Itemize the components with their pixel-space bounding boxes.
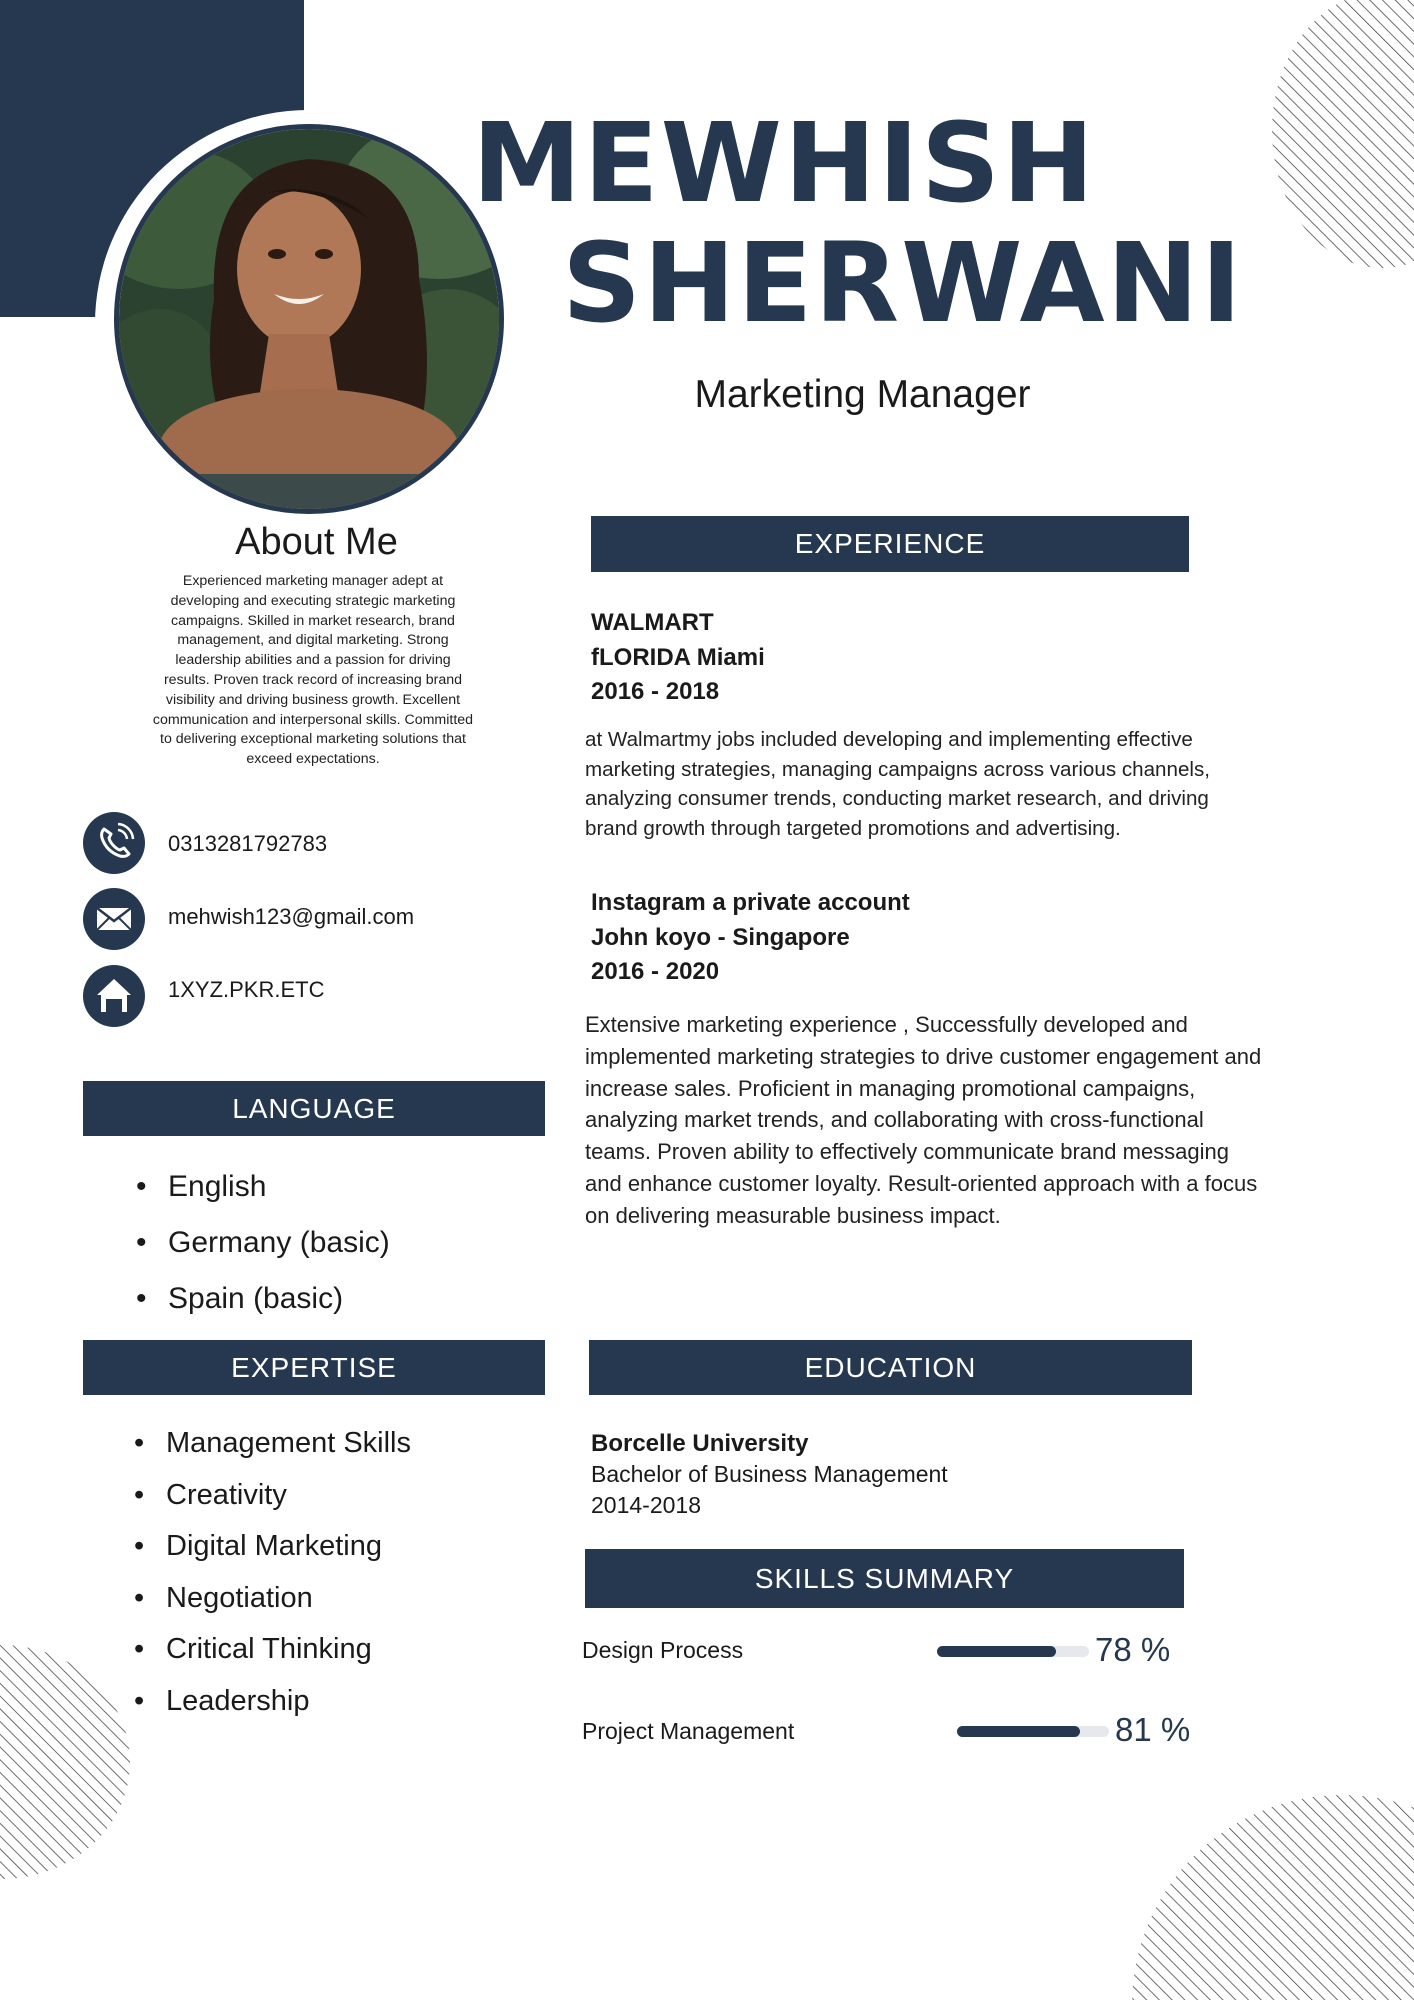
expertise-list — [166, 1421, 411, 1731]
skill-label: Design Process — [582, 1637, 744, 1663]
language-header — [83, 1081, 545, 1136]
hatch-circle-top-right — [1272, 0, 1414, 268]
job-company: Instagram a private account — [591, 889, 910, 916]
list-item: • English — [168, 1163, 390, 1219]
job-1-header — [591, 606, 765, 710]
list-item: • Creativity — [166, 1473, 411, 1525]
job-2-description: Extensive marketing experience , Successfully developed and implemented marketing strategies to drive customer engagement and increase sales. Proficient in managing promotional campaigns, analyzing market trends, and collaborating with cross-functional teams. Proven ability to effectively communicate brand messaging and enhance customer loyalty. Result-oriented approach with a focus on delivering measurable business impact. — [585, 1012, 1262, 1228]
skill-percent: 78 % — [1095, 1631, 1171, 1668]
list-item: • Negotiation — [166, 1576, 411, 1628]
about-title: About Me — [235, 521, 398, 563]
experience-title: EXPERIENCE — [794, 528, 986, 559]
education-title: EDUCATION — [804, 1352, 977, 1383]
profile-photo — [114, 124, 504, 514]
about-text: Experienced marketing manager adept at developing and executing strategic marketing campaigns. Skilled in market research, brand management, and digital marketing. Strong leadership abilities and a passion for driving results. Proven track record of increasing brand visibility and driving business growth. Excellent communication and interpersonal skills. Committed to delivering exceptional marketing solutions that exceed expectations. — [152, 573, 474, 768]
job-2-header — [591, 886, 910, 990]
language-title: LANGUAGE — [232, 1093, 396, 1124]
phone-icon — [83, 812, 145, 874]
education-header — [589, 1340, 1192, 1395]
education-degree: Bachelor of Business Management — [591, 1461, 948, 1487]
home-icon — [83, 965, 145, 1027]
list-item: • Critical Thinking — [166, 1627, 411, 1679]
hatch-circle-left — [0, 1645, 130, 1879]
last-name: SHERWANI — [562, 219, 1244, 347]
skill-bar-track — [937, 1646, 1089, 1657]
language-list — [168, 1163, 390, 1331]
job-company: WALMART — [591, 609, 714, 636]
email-text: mehwish123@gmail.com — [168, 904, 415, 929]
skill-bar-track — [957, 1726, 1109, 1737]
experience-header — [591, 516, 1189, 572]
skill-label: Project Management — [582, 1718, 795, 1744]
phone-text: 0313281792783 — [168, 831, 328, 856]
first-name: MEWHISH — [472, 99, 1097, 227]
education-school: Borcelle University — [591, 1430, 809, 1457]
job-years: 2016 - 2018 — [591, 678, 720, 705]
skills-title: SKILLS SUMMARY — [754, 1563, 1015, 1594]
job-role: Marketing Manager — [694, 373, 1031, 416]
expertise-title: EXPERTISE — [231, 1352, 397, 1383]
education-years: 2014-2018 — [591, 1492, 701, 1518]
address-text: 1XYZ.PKR.ETC — [168, 977, 325, 1002]
list-item: • Germany (basic) — [168, 1219, 390, 1275]
list-item: • Leadership — [166, 1679, 411, 1731]
job-years: 2016 - 2020 — [591, 958, 720, 985]
job-location: John koyo - Singapore — [591, 923, 850, 951]
job-location: fLORIDA Miami — [591, 643, 765, 671]
skill-percent: 81 % — [1115, 1711, 1191, 1748]
mail-icon — [83, 888, 145, 950]
hatch-circle-bottom-right — [1132, 1795, 1414, 2000]
skill-bar-fill — [957, 1726, 1080, 1737]
skills-header — [585, 1549, 1184, 1608]
list-item: • Digital Marketing — [166, 1524, 411, 1576]
skill-bar-fill — [937, 1646, 1056, 1657]
list-item: • Spain (basic) — [168, 1275, 390, 1331]
expertise-header — [83, 1340, 545, 1395]
list-item: • Management Skills — [166, 1421, 411, 1473]
job-1-description: at Walmartmy jobs included developing and implementing effective marketing strategies, managing campaigns across various channels, analyzing consumer trends, conducting market research, and driving brand growth through targeted promotions and advertising. — [585, 728, 1210, 840]
